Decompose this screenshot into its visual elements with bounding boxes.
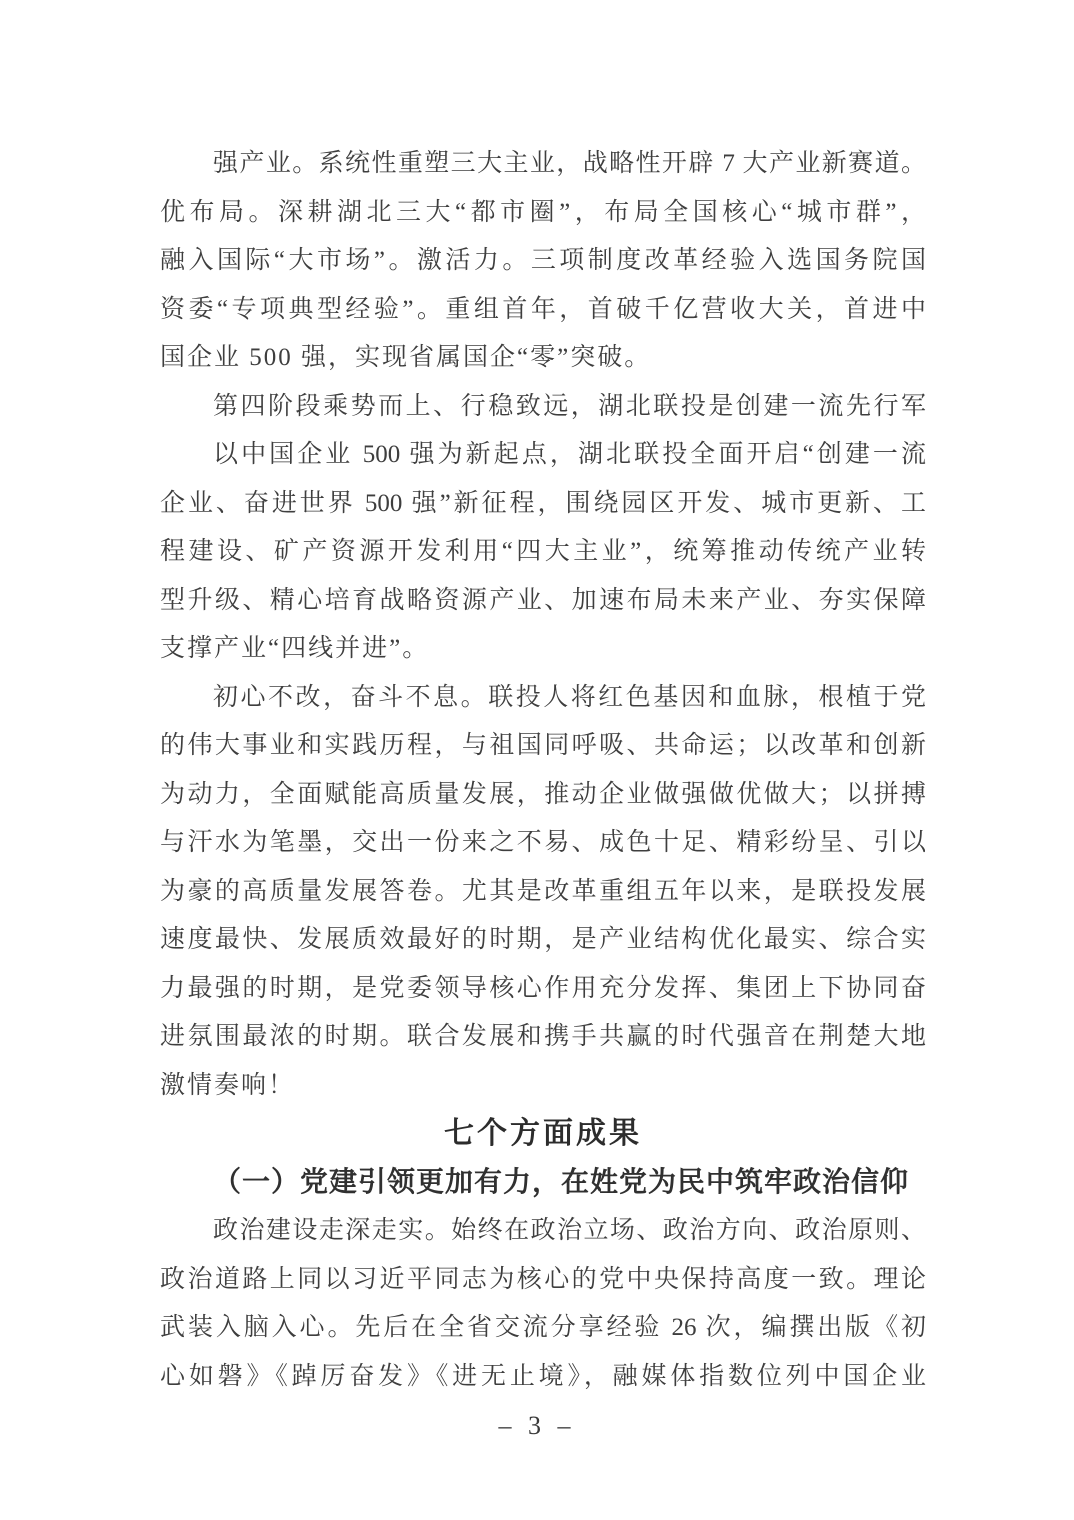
text-line: 初心不改，奋斗不息。联投人将红色基因和血脉，根植于党 bbox=[213, 683, 926, 711]
text-line: 企业、奋进世界 500 强”新征程，围绕园区开发、城市更新、工 bbox=[160, 489, 926, 517]
text-line: 政治道路上同以习近平同志为核心的党中央保持高度一致。理论 bbox=[160, 1265, 926, 1293]
text-line: 以中国企业 500 强为新起点，湖北联投全面开启“创建一流 bbox=[213, 441, 926, 468]
text-line: 优布局。深耕湖北三大“都市圈”，布局全国核心“城市群”， bbox=[160, 198, 926, 226]
document-body bbox=[160, 140, 926, 1401]
subsection-heading: （一）党建引领更加有力，在姓党为民中筑牢政治信仰 bbox=[213, 1166, 910, 1198]
text-line: 为豪的高质量发展答卷。尤其是改革重组五年以来，是联投发展 bbox=[160, 877, 926, 905]
text-line: 为动力，全面赋能高质量发展，推动企业做强做优做大；以拼搏 bbox=[160, 780, 926, 808]
text-line: 型升级、精心培育战略资源产业、加速布局未来产业、夯实保障 bbox=[160, 586, 926, 614]
text-line: 融入国际“大市场”。激活力。三项制度改革经验入选国务院国 bbox=[160, 247, 926, 274]
text-line: 武装入脑入心。先后在全省交流分享经验 26 次，编撰出版《初 bbox=[160, 1314, 926, 1341]
text-line: 进氛围最浓的时期。联合发展和携手共赢的时代强音在荆楚大地 bbox=[160, 1023, 926, 1050]
text-line: 强产业。系统性重塑三大主业，战略性开辟 7 大产业新赛道。 bbox=[213, 150, 926, 177]
text-line: 资委“专项典型经验”。重组首年，首破千亿营收大关，首进中 bbox=[160, 295, 926, 323]
text-line: 国企业 500 强，实现省属国企“零”突破。 bbox=[160, 344, 652, 371]
page-number: – 3 – bbox=[498, 1411, 576, 1440]
text-line: 与汗水为笔墨，交出一份来之不易、成色十足、精彩纷呈、引以 bbox=[160, 829, 926, 856]
text-line: 的伟大事业和实践历程，与祖国同呼吸、共命运；以改革和创新 bbox=[160, 732, 926, 759]
text-line: 心如磐》《踔厉奋发》《进无止境》，融媒体指数位列中国企业 bbox=[160, 1362, 926, 1390]
text-line: 程建设、矿产资源开发利用“四大主业”，统筹推动传统产业转 bbox=[160, 538, 926, 565]
text-line: 激情奏响！ bbox=[160, 1071, 296, 1099]
section-heading: 七个方面成果 bbox=[444, 1117, 642, 1150]
text-line: 速度最快、发展质效最好的时期，是产业结构优化最实、综合实 bbox=[160, 926, 926, 953]
text-line: 支撑产业“四线并进”。 bbox=[160, 635, 430, 662]
text-line: 力最强的时期，是党委领导核心作用充分发挥、集团上下协同奋 bbox=[160, 974, 926, 1002]
text-line: 政治建设走深走实。始终在政治立场、政治方向、政治原则、 bbox=[213, 1217, 926, 1244]
text-line: 第四阶段乘势而上、行稳致远，湖北联投是创建一流先行军 bbox=[213, 392, 926, 420]
